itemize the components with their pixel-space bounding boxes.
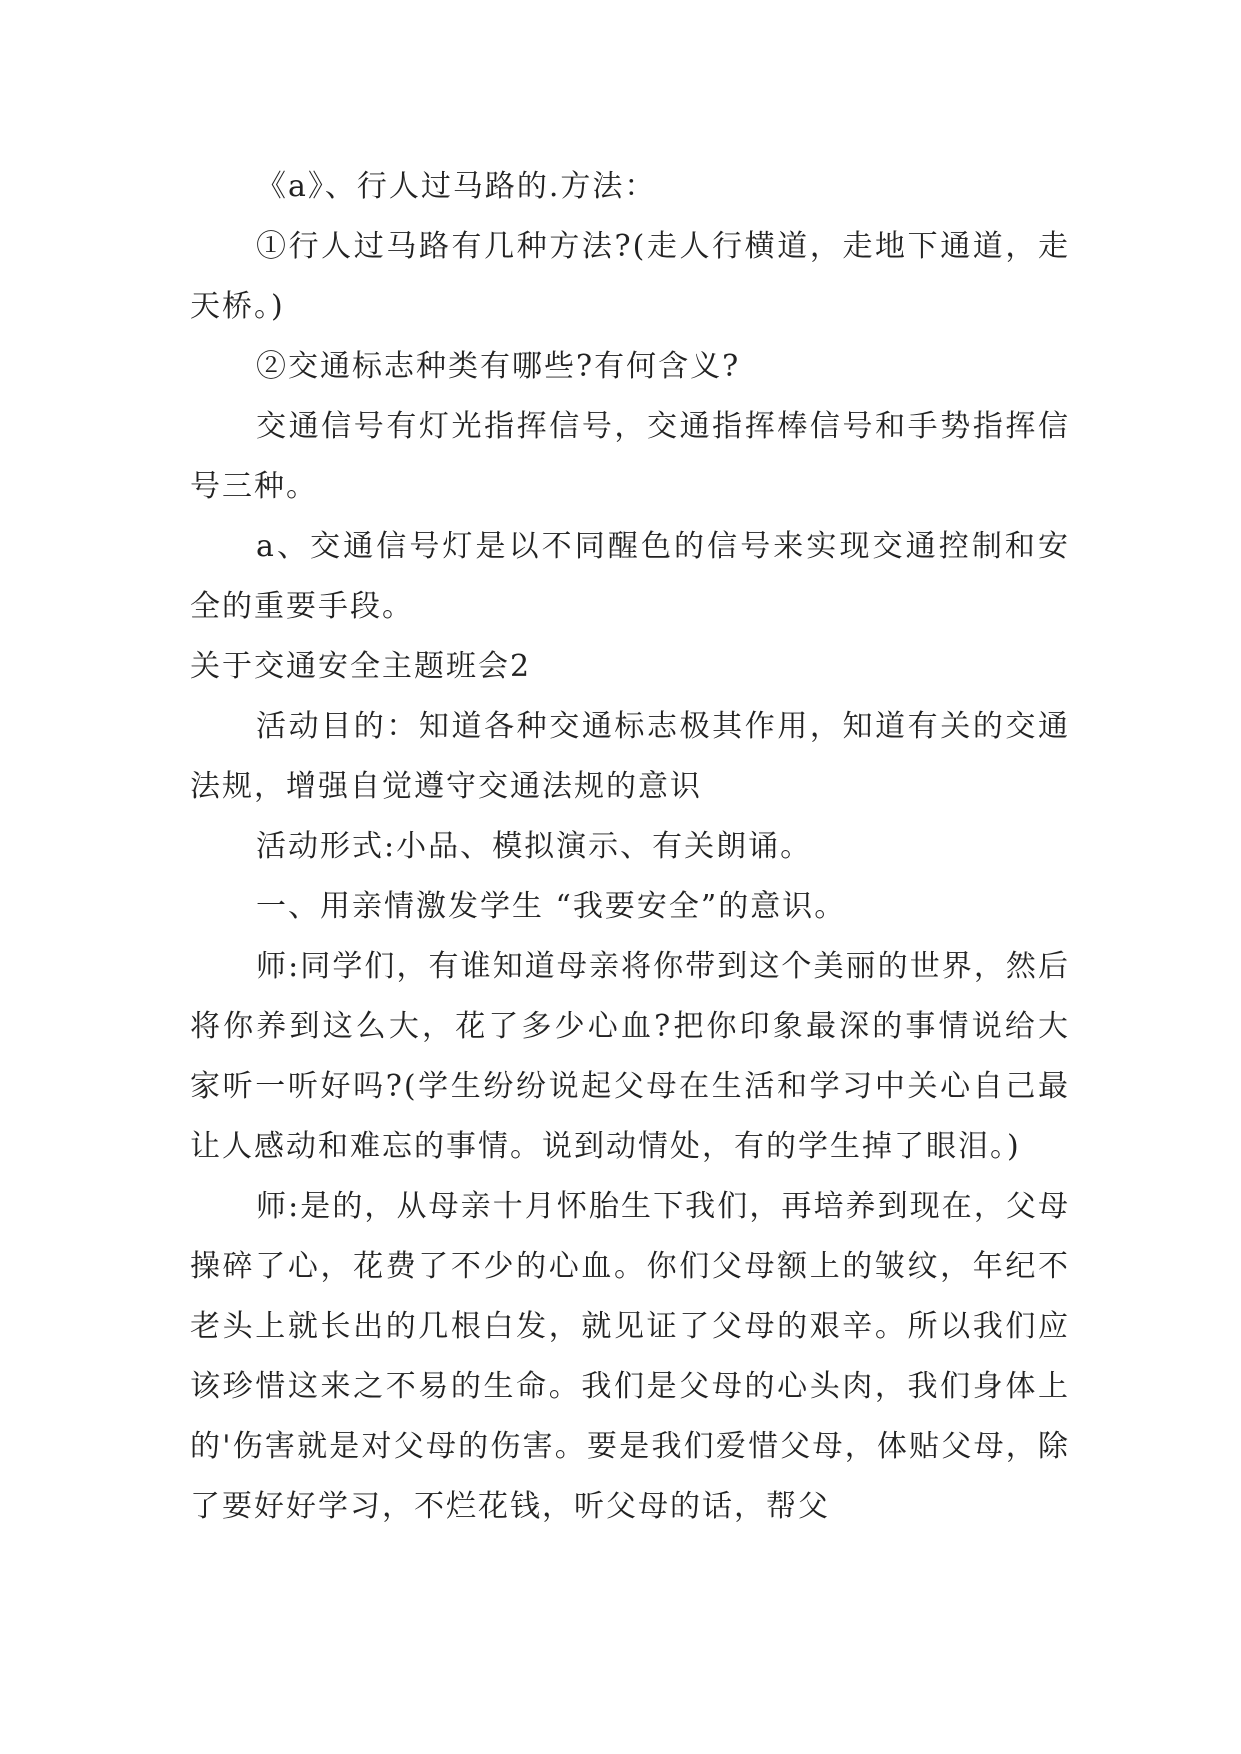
paragraph-activity-purpose: 活动目的：知道各种交通标志极其作用，知道有关的交通法规，增强自觉遵守交通法规的意识 [190, 709, 1070, 804]
paragraph-traffic-signs: ②交通标志种类有哪些?有何含义? [256, 349, 741, 384]
paragraph-crossing-ways: ①行人过马路有几种方法?(走人行横道，走地下通道，走天桥。) [190, 229, 1070, 324]
paragraph-teacher-response: 师:是的，从母亲十月怀胎生下我们，再培养到现在，父母操碎了心，花费了不少的心血。你们父母额上的皱纹，年纪不老头上就长出的几根白发，就见证了父母的艰辛。所以我们应该珍惜这来之不易的生命。我们是父母的心头肉，我们身体上的'伤害就是对父母的伤害。要是我们爱惜父母，体贴父母，除了要好好学习，不烂花钱，听父母的话，帮父 [190, 1189, 1070, 1524]
paragraph-activity-form: 活动形式:小品、模拟演示、有关朗诵。 [256, 829, 813, 864]
section-heading: 关于交通安全主题班会2 [190, 649, 532, 684]
paragraph-teacher-question: 师:同学们，有谁知道母亲将你带到这个美丽的世界，然后将你养到这么大，花了多少心血?把你印象最深的事情说给大家听一听好吗?(学生纷纷说起父母在生活和学习中关心自己最让人感动和难忘的事情。说到动情处，有的学生掉了眼泪。) [190, 949, 1070, 1164]
paragraph-crossing-methods-title: 《a》、行人过马路的.方法： [256, 169, 657, 204]
document-body [190, 157, 1070, 1537]
paragraph-traffic-signals: 交通信号有灯光指挥信号，交通指挥棒信号和手势指挥信号三种。 [190, 409, 1070, 504]
paragraph-section-one: 一、用亲情激发学生 “我要安全”的意识。 [256, 889, 847, 924]
paragraph-signal-lights: a、交通信号灯是以不同醒色的信号来实现交通控制和安全的重要手段。 [190, 529, 1070, 624]
